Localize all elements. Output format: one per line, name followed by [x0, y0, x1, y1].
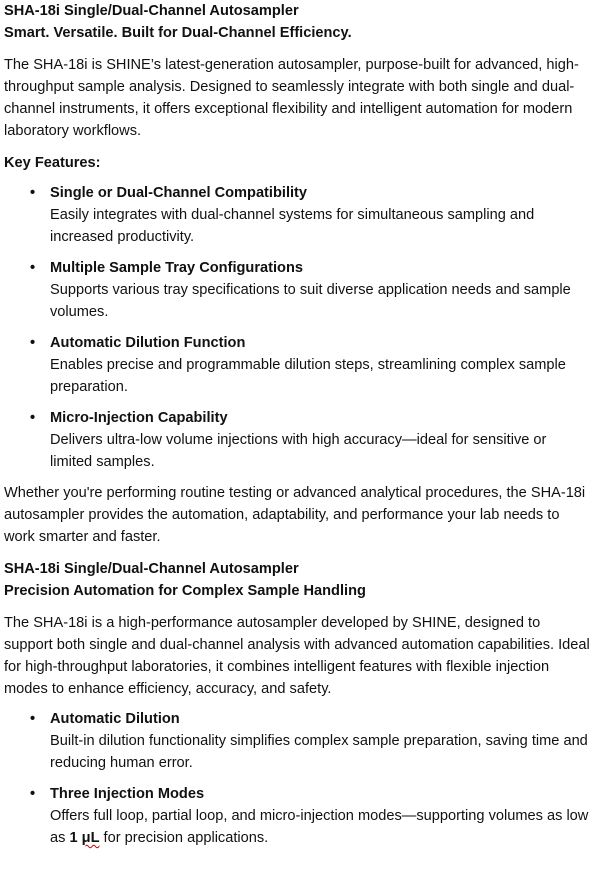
feature-title: Automatic Dilution Function	[50, 335, 246, 351]
feature-title: Automatic Dilution	[50, 711, 180, 727]
section1-intro: The SHA-18i is SHINE’s latest-generation autosampler, purpose-built for advanced, high-throughput sample analysis. Designed to seamlessly integrate with both single and dual-channel instruments, it offers exceptional flexibility and intelligent automation for modern laboratory workflows.	[4, 57, 579, 139]
feature-description	[50, 805, 590, 849]
key-features-heading: Key Features:	[4, 155, 101, 171]
bullet-icon: •	[30, 410, 36, 426]
section1-subtitle: Smart. Versatile. Built for Dual-Channel Efficiency.	[4, 25, 352, 41]
feature-description-tail: for precision applications.	[99, 830, 269, 846]
feature-description: Supports various tray specifications to suit diverse application needs and sample volumes.	[50, 282, 571, 320]
section1-feature-list	[4, 182, 590, 473]
section2-feature-list	[4, 708, 590, 849]
feature-description: Enables precise and programmable dilution steps, streamlining complex sample preparation.	[50, 357, 566, 395]
bullet-icon: •	[30, 335, 36, 351]
section1-closing: Whether you're performing routine testing or advanced analytical procedures, the SHA-18i autosampler provides the automation, adaptability, and performance your lab needs to work smarter and faster.	[4, 485, 586, 545]
list-item	[30, 332, 590, 398]
section2-title: SHA-18i Single/Dual-Channel Autosampler	[4, 561, 299, 577]
section1-title: SHA-18i Single/Dual-Channel Autosampler	[4, 3, 299, 19]
feature-description: Easily integrates with dual-channel systems for simultaneous sampling and increased productivity.	[50, 207, 535, 245]
list-item	[30, 783, 590, 849]
section2-title-block	[4, 558, 590, 602]
feature-title: Single or Dual-Channel Compatibility	[50, 185, 308, 201]
feature-title: Three Injection Modes	[50, 786, 205, 802]
feature-description-text: Offers full loop, partial loop, and micro-injection modes—supporting volumes as low as	[50, 808, 589, 846]
feature-description: Delivers ultra-low volume injections with high accuracy—ideal for sensitive or limited samples.	[50, 432, 547, 470]
bullet-icon: •	[30, 260, 36, 276]
volume-unit: μL	[81, 830, 100, 846]
list-item	[30, 407, 590, 473]
bullet-icon: •	[30, 711, 36, 727]
feature-title: Micro-Injection Capability	[50, 410, 228, 426]
section2-intro: The SHA-18i is a high-performance autosampler developed by SHINE, designed to support both single and dual-channel analysis with advanced automation capabilities. Ideal for high-throughput laboratories, it combines intelligent features with flexible injection modes to enhance efficiency, accuracy, and safety.	[4, 615, 590, 697]
volume-quantity: 1	[69, 830, 78, 846]
bullet-icon: •	[30, 786, 36, 802]
bullet-icon: •	[30, 185, 36, 201]
list-item	[30, 257, 590, 323]
feature-title: Multiple Sample Tray Configurations	[50, 260, 303, 276]
list-item	[30, 182, 590, 248]
list-item	[30, 708, 590, 774]
section1-title-block	[4, 0, 590, 44]
section2-subtitle: Precision Automation for Complex Sample Handling	[4, 583, 366, 599]
feature-description: Built-in dilution functionality simplifies complex sample preparation, saving time and reducing human error.	[50, 733, 588, 771]
